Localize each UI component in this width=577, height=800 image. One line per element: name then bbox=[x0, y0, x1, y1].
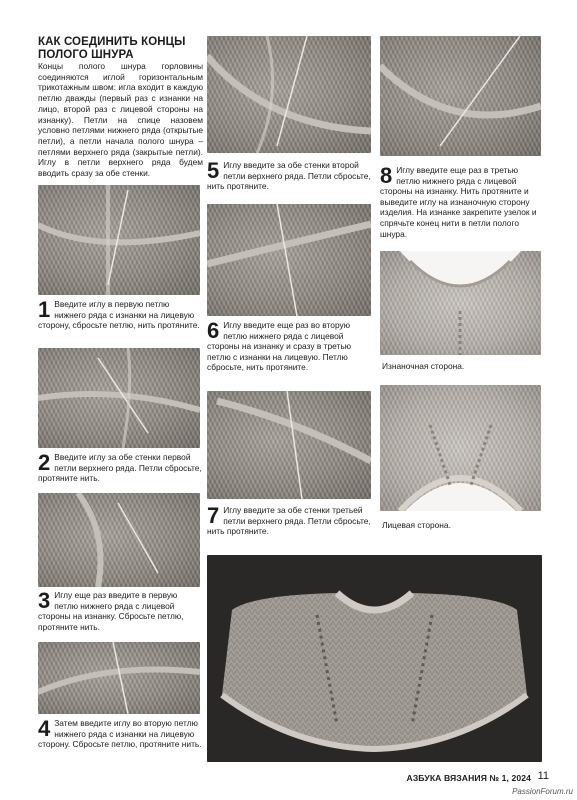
photo-finished-yoke bbox=[207, 555, 542, 762]
caption-wrong-side: Изнаночная сторона. bbox=[382, 361, 465, 371]
step-5 bbox=[207, 160, 371, 192]
step-5-text: Иглу введите за обе стенки второй петли верхнего ряда. Петли сбросьте, нить протяните. bbox=[207, 160, 371, 192]
photo-step-8 bbox=[380, 36, 541, 156]
photo-step-5 bbox=[207, 36, 371, 153]
step-2 bbox=[38, 452, 202, 484]
step-8-number: 8 bbox=[380, 163, 393, 188]
step-3-number: 3 bbox=[38, 588, 51, 613]
step-6 bbox=[207, 320, 371, 373]
step-7-text: Иглу введите за обе стенки третьей петли верхнего ряда. Петли сбросьте, нить протяните. bbox=[207, 505, 371, 537]
step-1 bbox=[38, 299, 202, 331]
magazine-footer: АЗБУКА ВЯЗАНИЯ № 1, 2024 bbox=[406, 773, 531, 783]
step-4-text: Затем введите иглу во вторую петлю нижнего ряда с изнанки на лицевую сторону. Сбросьте петлю, протяните нить. bbox=[38, 718, 202, 750]
step-5-number: 5 bbox=[207, 158, 220, 183]
step-2-number: 2 bbox=[38, 450, 51, 475]
step-4 bbox=[38, 718, 202, 750]
step-8 bbox=[380, 165, 542, 239]
step-7 bbox=[207, 505, 371, 537]
step-8-text: Иглу введите еще раз в третью петлю нижнего ряда с лицевой стороны на изнанку. Нить протяните и выведите иглу на изнаночную сторону изделия. На изнанке закрепите узелок и спрячьте конец нити в петли полого шнура. bbox=[380, 165, 537, 239]
page-number: 11 bbox=[537, 770, 549, 782]
watermark: PassionForum.ru bbox=[512, 787, 573, 796]
photo-step-1 bbox=[38, 185, 200, 295]
step-6-text: Иглу введите еще раз во вторую петлю нижнего ряда с лицевой стороны на изнанку и сразу в третью петлю с изнанки на лицевую. Петлю сбросьте, нить протяните. bbox=[207, 320, 351, 373]
article-title: КАК СОЕДИНИТЬ КОНЦЫ ПОЛОГО ШНУРА bbox=[38, 36, 186, 61]
caption-right-side: Лицевая сторона. bbox=[382, 520, 451, 530]
photo-step-6 bbox=[207, 204, 371, 316]
photo-wrong-side bbox=[380, 251, 541, 355]
intro-paragraph: Концы полого шнура горловины соединяются иглой горизонтальным трикотажным швом: игла входит в каждую петлю дважды (первый раз с изнанки на лицо, второй раз с лицевой стороны на изнанку). Петли на спице назовем условно петлями нижнего ряда (открытые петли), а петли начала полого шнура – петлями верхнего ряда (закрытые петли). Иглу в петли верхнего ряда будем вводить сразу за обе стенки. bbox=[38, 61, 203, 179]
step-3-text: Иглу еще раз введите в первую петлю нижнего ряда с лицевой стороны на изнанку. Сбросьте петлю, протяните нить. bbox=[38, 590, 184, 632]
step-6-number: 6 bbox=[207, 318, 220, 343]
photo-step-4 bbox=[38, 642, 200, 714]
photo-step-7 bbox=[207, 391, 371, 499]
step-3 bbox=[38, 590, 202, 632]
photo-step-3 bbox=[38, 493, 200, 587]
photo-step-2 bbox=[38, 348, 200, 448]
photo-right-side bbox=[380, 385, 541, 511]
step-1-text: Введите иглу в первую петлю нижнего ряда с изнанки на лицевую сторону, сбросьте петлю, нить протяните. bbox=[38, 299, 200, 331]
step-4-number: 4 bbox=[38, 716, 51, 741]
step-1-number: 1 bbox=[38, 297, 51, 322]
step-7-number: 7 bbox=[207, 503, 220, 528]
step-2-text: Введите иглу за обе стенки первой петли верхнего ряда. Петли сбросьте, протяните нить. bbox=[38, 452, 202, 484]
